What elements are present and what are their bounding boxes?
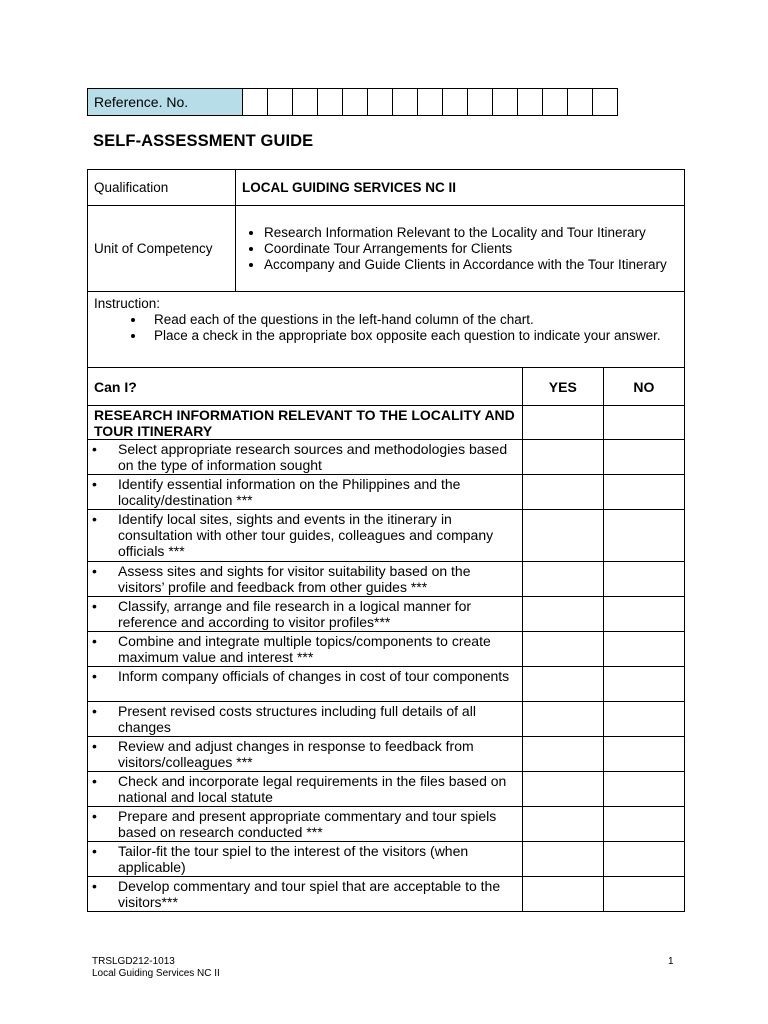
no-checkbox[interactable] [603,632,684,667]
question-text: Identify local sites, sights and events in the itinerary in consultation with other tour guides, colleagues and company officials *** [118,511,494,559]
question-text: Combine and integrate multiple topics/components to create maximum value and interest *** [118,633,491,665]
no-checkbox[interactable] [603,440,684,475]
no-checkbox[interactable] [603,702,684,737]
no-header: NO [603,368,684,406]
yes-header: YES [522,368,603,406]
qualification-label: Qualification [88,170,236,206]
yes-checkbox[interactable] [522,440,603,475]
unit-item: • Research Information Relevant to the Locality and Tour Itinerary [264,225,683,241]
yes-checkbox[interactable] [522,597,603,632]
question-row: • Identify essential information on the Philippines and the locality/destination *** [88,475,523,510]
question-row: • Tailor-fit the tour spiel to the interest of the visitors (when applicable) [88,842,523,877]
question-row: • Assess sites and sights for visitor suitability based on the visitors’ profile and feedback from other guides *** [88,562,523,597]
question-row: • Classify, arrange and file research in a logical manner for reference and according to visitor profiles*** [88,597,523,632]
question-text: Review and adjust changes in response to feedback from visitors/colleagues *** [118,738,474,770]
yes-checkbox[interactable] [522,877,603,912]
yes-checkbox[interactable] [522,632,603,667]
qualification-table [87,169,685,368]
yes-checkbox[interactable] [522,510,603,562]
reference-box[interactable] [368,89,393,116]
no-checkbox[interactable] [603,667,684,702]
question-text: Select appropriate research sources and methodologies based on the type of information sought [118,441,508,473]
no-checkbox[interactable] [603,406,684,440]
question-text: Assess sites and sights for visitor suitability based on the visitors’ profile and feedback from other guides *** [118,563,471,595]
yes-checkbox[interactable] [522,842,603,877]
reference-box[interactable] [443,89,468,116]
question-row: • Present revised costs structures including full details of all changes [88,702,523,737]
question-row: • Prepare and present appropriate commentary and tour spiels based on research conducted *** [88,807,523,842]
reference-box[interactable] [268,89,293,116]
reference-box[interactable] [418,89,443,116]
can-i-header: Can I? [88,368,523,406]
reference-box[interactable] [343,89,368,116]
instruction-label: Instruction: [94,296,161,311]
yes-checkbox[interactable] [522,667,603,702]
footer [92,956,220,980]
reference-box[interactable] [468,89,493,116]
no-checkbox[interactable] [603,562,684,597]
question-row: • Select appropriate research sources and methodologies based on the type of information sought [88,440,523,475]
no-checkbox[interactable] [603,842,684,877]
yes-checkbox[interactable] [522,406,603,440]
unit-item: • Accompany and Guide Clients in Accordance with the Tour Itinerary [264,257,683,273]
footer-name: Local Guiding Services NC II [92,968,220,979]
yes-checkbox[interactable] [522,737,603,772]
instruction-block [88,292,685,368]
yes-checkbox[interactable] [522,475,603,510]
question-text: Classify, arrange and file research in a logical manner for reference and according to visitor profiles*** [118,598,472,630]
no-checkbox[interactable] [603,475,684,510]
question-text: Check and incorporate legal requirements in the files based on national and local statute [118,773,507,805]
reference-box[interactable] [293,89,318,116]
reference-box[interactable] [568,89,593,116]
instruction-item: • Read each of the questions in the left-hand column of the chart. [146,312,678,328]
reference-box[interactable] [393,89,418,116]
no-checkbox[interactable] [603,597,684,632]
question-text: Prepare and present appropriate commentary and tour spiels based on research conducted *** [118,808,497,840]
unit-item: • Coordinate Tour Arrangements for Clients [264,241,683,257]
question-text: Present revised costs structures including full details of all changes [118,703,476,735]
yes-checkbox[interactable] [522,562,603,597]
reference-box[interactable] [243,89,268,116]
reference-box[interactable] [493,89,518,116]
reference-box[interactable] [593,89,618,116]
question-text: Tailor-fit the tour spiel to the interest of the visitors (when applicable) [118,843,469,875]
qualification-value: LOCAL GUIDING SERVICES NC II [236,170,685,206]
question-row: • Check and incorporate legal requirements in the files based on national and local statute [88,772,523,807]
reference-number-row [87,88,618,116]
question-row: • Inform company officials of changes in cost of tour components [88,667,523,702]
no-checkbox[interactable] [603,877,684,912]
footer-code: TRSLGD212-1013 [92,956,175,967]
question-text: Inform company officials of changes in cost of tour components [118,668,510,684]
question-row: • Combine and integrate multiple topics/components to create maximum value and interest *** [88,632,523,667]
yes-checkbox[interactable] [522,702,603,737]
question-row: • Develop commentary and tour spiel that are acceptable to the visitors*** [88,877,523,912]
page-number: 1 [668,956,674,967]
question-row: • Identify local sites, sights and events in the itinerary in consultation with other tour guides, colleagues and company officials *** [88,510,523,562]
no-checkbox[interactable] [603,510,684,562]
no-checkbox[interactable] [603,772,684,807]
section-heading: RESEARCH INFORMATION RELEVANT TO THE LOCALITY AND TOUR ITINERARY [88,406,523,440]
unit-of-competency-label: Unit of Competency [88,206,236,292]
instruction-item: • Place a check in the appropriate box opposite each question to indicate your answer. [146,328,678,344]
reference-box[interactable] [518,89,543,116]
reference-box[interactable] [543,89,568,116]
reference-box[interactable] [318,89,343,116]
reference-label: Reference. No. [88,89,243,116]
no-checkbox[interactable] [603,737,684,772]
question-text: Identify essential information on the Philippines and the locality/destination *** [118,476,461,508]
yes-checkbox[interactable] [522,807,603,842]
question-row: • Review and adjust changes in response to feedback from visitors/colleagues *** [88,737,523,772]
page-title: SELF-ASSESSMENT GUIDE [93,132,314,150]
no-checkbox[interactable] [603,807,684,842]
unit-of-competency-list [236,206,685,292]
question-text: Develop commentary and tour spiel that are acceptable to the visitors*** [118,878,501,910]
yes-checkbox[interactable] [522,772,603,807]
self-assessment-checklist [87,367,685,912]
